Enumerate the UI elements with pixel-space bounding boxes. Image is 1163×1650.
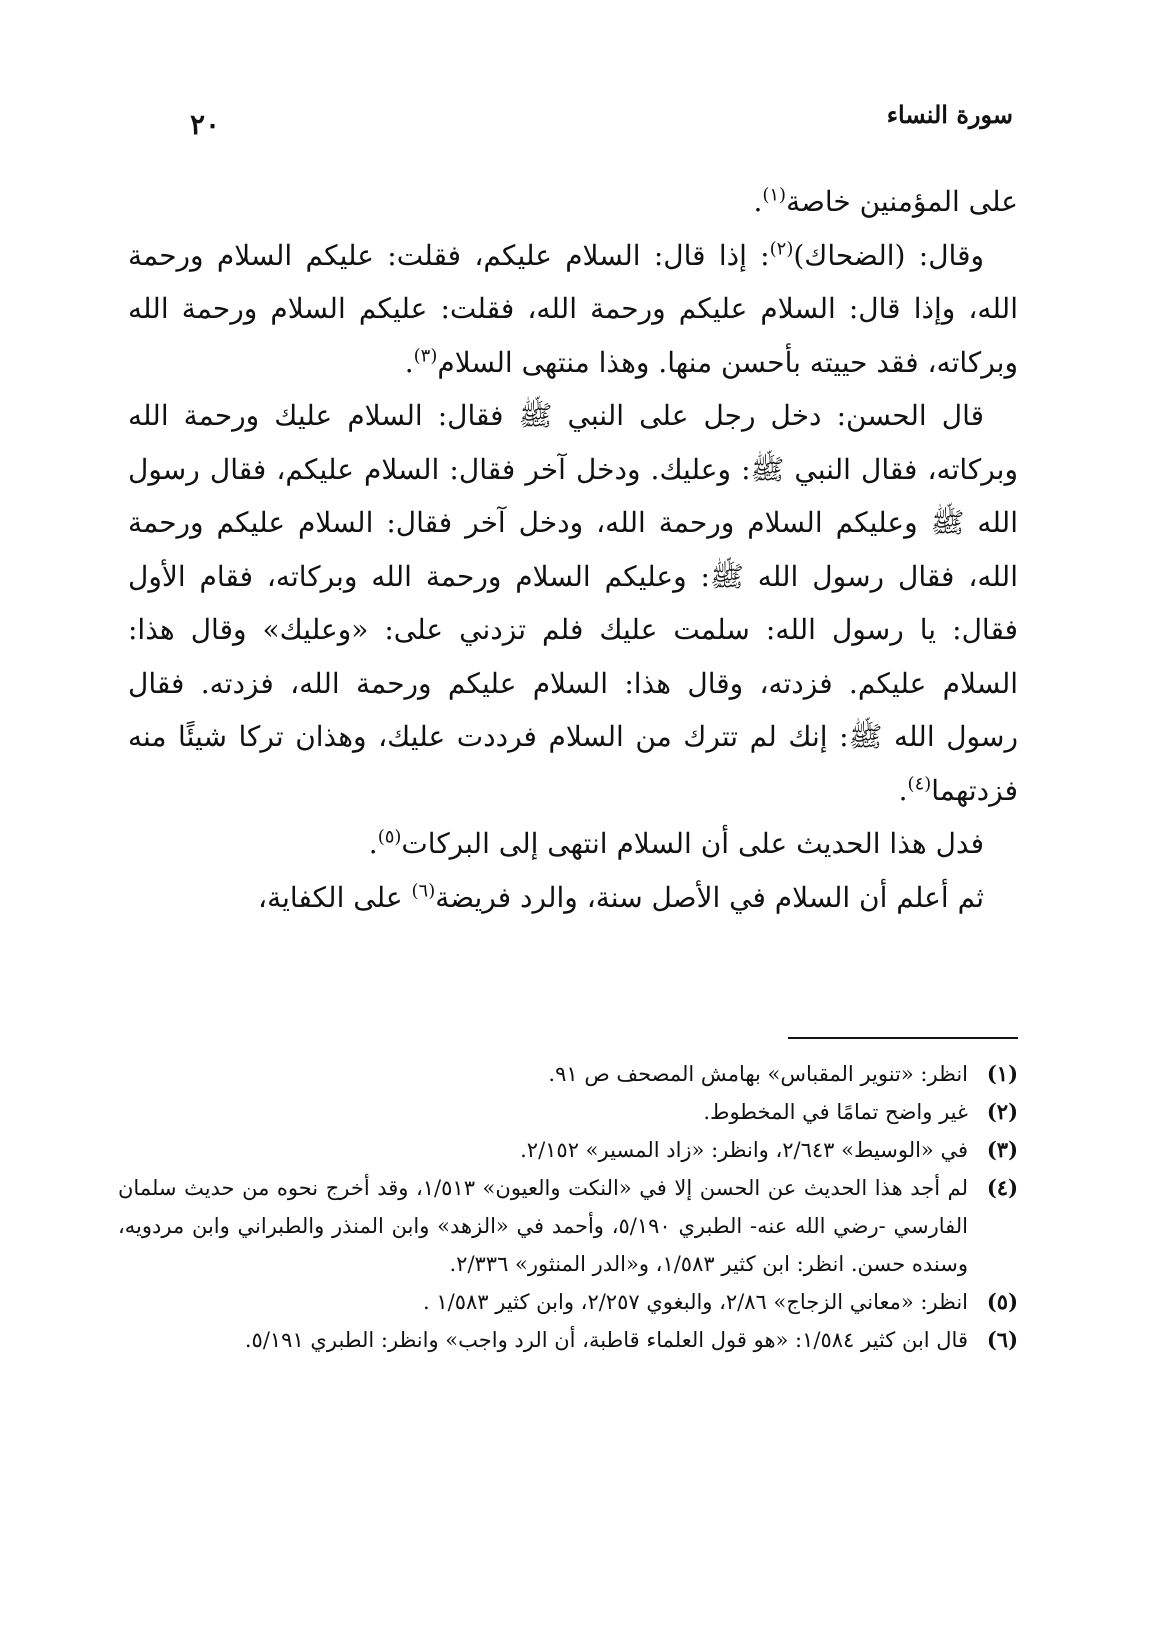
footnote-number: (٤)	[986, 1175, 1018, 1200]
footnote-ref: (٥)	[377, 826, 402, 848]
paragraph-1: على المؤمنين خاصة$^{(١)}$.	[753, 184, 1018, 218]
footnote-ref: (٦)	[411, 880, 436, 902]
footnote-text: في «الوسيط» ٢/٦٤٣، وانظر: «زاد المسير» ٢/١٥٢.	[520, 1138, 968, 1162]
footnote	[118, 1093, 1018, 1131]
footnotes	[118, 1055, 1018, 1359]
page-number: ٢٠	[190, 108, 221, 141]
footnote-text: انظر: «تنوير المقباس» بهامش المصحف ص ٩١.	[548, 1062, 968, 1086]
footnote	[118, 1131, 1018, 1169]
footnote-text: لم أجد هذا الحديث عن الحسن إلا في «النكت والعيون» ١/٥١٣، وقد أخرج نحوه من حديث سلمان الفارسي -رضي الله عنه- الطبري ٥/١٩٠، وأحمد في «الزهد» وابن المنذر والطبراني وابن مردويه، وسنده حسن. انظر: ابن كثير ١/٥٨٣، و«الدر المنثور» ٢/٣٣٦.	[118, 1176, 969, 1276]
footnote-number: (٦)	[986, 1327, 1018, 1352]
footnote-ref: (٣)	[413, 345, 438, 367]
footnote-number: (٢)	[986, 1099, 1018, 1124]
footnote	[118, 1055, 1018, 1093]
footnote-number: (٣)	[986, 1137, 1018, 1162]
footnote-text: غير واضح تمامًا في المخطوط.	[703, 1100, 968, 1124]
footnote-text: انظر: «معاني الزجاج» ٢/٨٦، والبغوي ٢/٢٥٧، وابن كثير ١/٥٨٣ .	[423, 1290, 968, 1314]
footnote-text: قال ابن كثير ١/٥٨٤: «هو قول العلماء قاطبة، أن الرد واجب» وانظر: الطبري ٥/١٩١.	[244, 1328, 968, 1352]
footnote	[118, 1283, 1018, 1321]
paragraph-2: وقال: (الضحاك)$^{(٢)}$: إذا قال: السلام عليكم، فقلت: عليكم السلام ورحمة الله، وإذا قال: السلام عليكم ورحمة الله، فقلت: عليكم السلام ورحمة الله وبركاته، فقد حييته بأحسن منها. وهذا منتهى السلام$^{(٣)}$.	[128, 238, 1018, 379]
footnote	[118, 1321, 1018, 1359]
paragraph-4: فدل هذا الحديث على أن السلام انتهى إلى البركات$^{(٥)}$.	[368, 826, 984, 860]
page-header	[140, 100, 1013, 150]
footnote-number: (١)	[986, 1061, 1018, 1086]
footnote-ref: (٢)	[769, 238, 794, 260]
surah-title: سورة النساء	[886, 100, 1013, 129]
footnote-number: (٥)	[986, 1289, 1018, 1314]
paragraph-3: قال الحسن: دخل رجل على النبي ﷺ فقال: السلام عليك ورحمة الله وبركاته، فقال النبي ﷺ: وعليك. ودخل آخر فقال: السلام عليكم، فقال رسول الله ﷺ وعليكم السلام ورحمة الله، ودخل آخر فقال: السلام عليكم ورحمة الله، فقال رسول الله ﷺ: وعليكم السلام ورحمة الله وبركاته، فقام الأول فقال: يا رسول الله: سلمت عليك فلم تزدني على: «وعليك» وقال هذا: السلام عليكم. فزدته، وقال هذا: السلام عليكم ورحمة الله، فزدته. فقال رسول الله ﷺ: إنك لم تترك من السلام فرددت عليك، وهذان تركا شيئًا منه فزدتهما$^{(٤)}$.	[128, 399, 1018, 807]
footnote-separator	[788, 1037, 1018, 1039]
paragraph-5: ثم أعلم أن السلام في الأصل سنة، والرد فريضة$^{(٦)}$ على الكفاية،	[258, 880, 984, 914]
footnote-ref: (١)	[762, 184, 787, 206]
footnote	[118, 1169, 1018, 1283]
footnote-ref: (٤)	[907, 773, 932, 795]
main-text	[128, 175, 1018, 924]
